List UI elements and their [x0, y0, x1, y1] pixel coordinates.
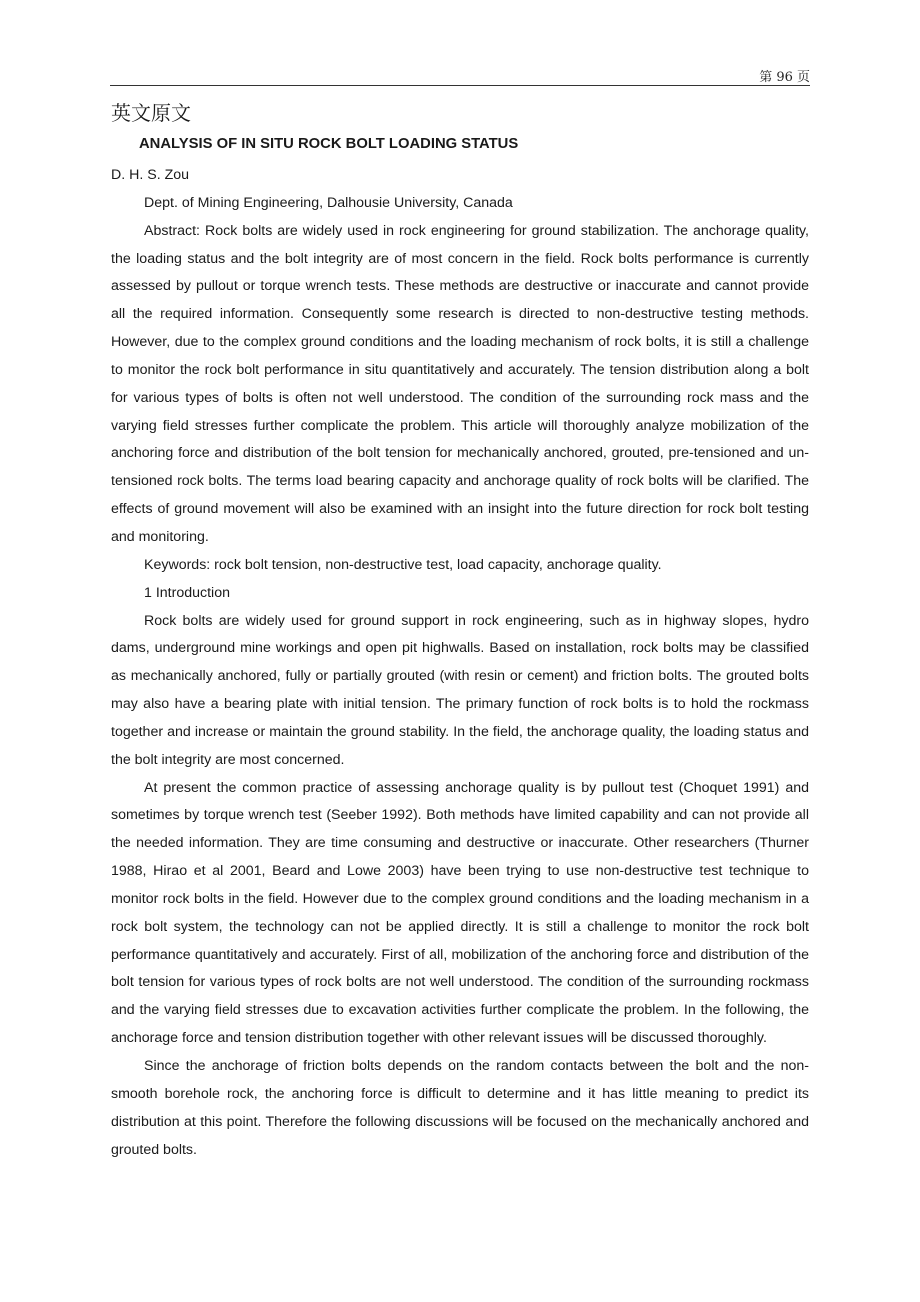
- keywords-line: Keywords: rock bolt tension, non-destructive test, load capacity, anchorage quality.: [144, 556, 662, 573]
- abstract-paragraph: Abstract: Rock bolts are widely used in rock engineering for ground stabilization. The anchorage quality, the loading status and the bolt integrity are of most concern in the field. Rock bolts performance is currently assessed by pullout or torque wrench tests. These methods are destructive or inaccurate and cannot provide all the required information. Consequently some research is directed to non-destructive testing methods. However, due to the complex ground conditions and the loading mechanism of rock bolts, it is still a challenge to monitor the rock bolt performance in situ quantitatively and accurately. The tension distribution along a bolt for various types of bolts is often not well understood. The condition of the surrounding rock mass and the varying field stresses further complicate the problem. This article will thoroughly analyze mobilization of the anchoring force and distribution of the bolt tension for mechanically anchored, grouted, pre-tensioned and un-tensioned rock bolts. The terms load bearing capacity and anchorage quality of rock bolts will be clarified. The effects of ground movement will also be examined with an insight into the future direction for rock bolt testing and monitoring.: [111, 222, 809, 545]
- header-rule: [110, 85, 810, 86]
- author-line: D. H. S. Zou: [111, 167, 190, 183]
- body-paragraph: Rock bolts are widely used for ground support in rock engineering, such as in highway slopes, hydro dams, underground mine workings and open pit highwalls. Based on installation, rock bolts may be classified as mechanically anchored, fully or partially grouted (with resin or cement) and friction bolts. The grouted bolts may also have a bearing plate with initial tension. The primary function of rock bolts is to hold the rockmass together and increase or maintain the ground stability. In the field, the anchorage quality, the loading status and the bolt integrity are most concerned.: [111, 612, 809, 768]
- article-title: ANALYSIS OF IN SITU ROCK BOLT LOADING STATUS: [139, 136, 519, 152]
- page-number-header: 第 96 页: [759, 70, 810, 85]
- section-heading: 英文原文: [111, 101, 191, 125]
- body-paragraph: At present the common practice of assessing anchorage quality is by pullout test (Choquet 1991) and sometimes by torque wrench test (Seeber 1992). Both methods have limited capability and can not provide all the needed information. They are time consuming and destructive or inaccurate. Other researchers (Thurner 1988, Hirao et al 2001, Beard and Lowe 2003) have been trying to use non-destructive test technique to monitor rock bolts in the field. However due to the complex ground conditions and the loading mechanism in a rock bolt system, the technology can not be applied directly. It is still a challenge to monitor the rock bolt performance quantitatively and accurately. First of all, mobilization of the anchoring force and distribution of the bolt tension for various types of rock bolts are not well understood. The condition of the surrounding rockmass and the varying field stresses due to excavation activities further complicate the problem. In the following, the anchorage force and tension distribution together with other relevant issues will be discussed thoroughly.: [111, 779, 809, 1047]
- page-content: [111, 98, 809, 1164]
- introduction-heading: 1 Introduction: [144, 584, 230, 601]
- body-paragraph: Since the anchorage of friction bolts depends on the random contacts between the bolt and the non-smooth borehole rock, the anchoring force is difficult to determine and it has little meaning to predict its distribution at this point. Therefore the following discussions will be focused on the mechanically anchored and grouted bolts.: [111, 1058, 809, 1158]
- affiliation-line: Dept. of Mining Engineering, Dalhousie University, Canada: [144, 194, 513, 211]
